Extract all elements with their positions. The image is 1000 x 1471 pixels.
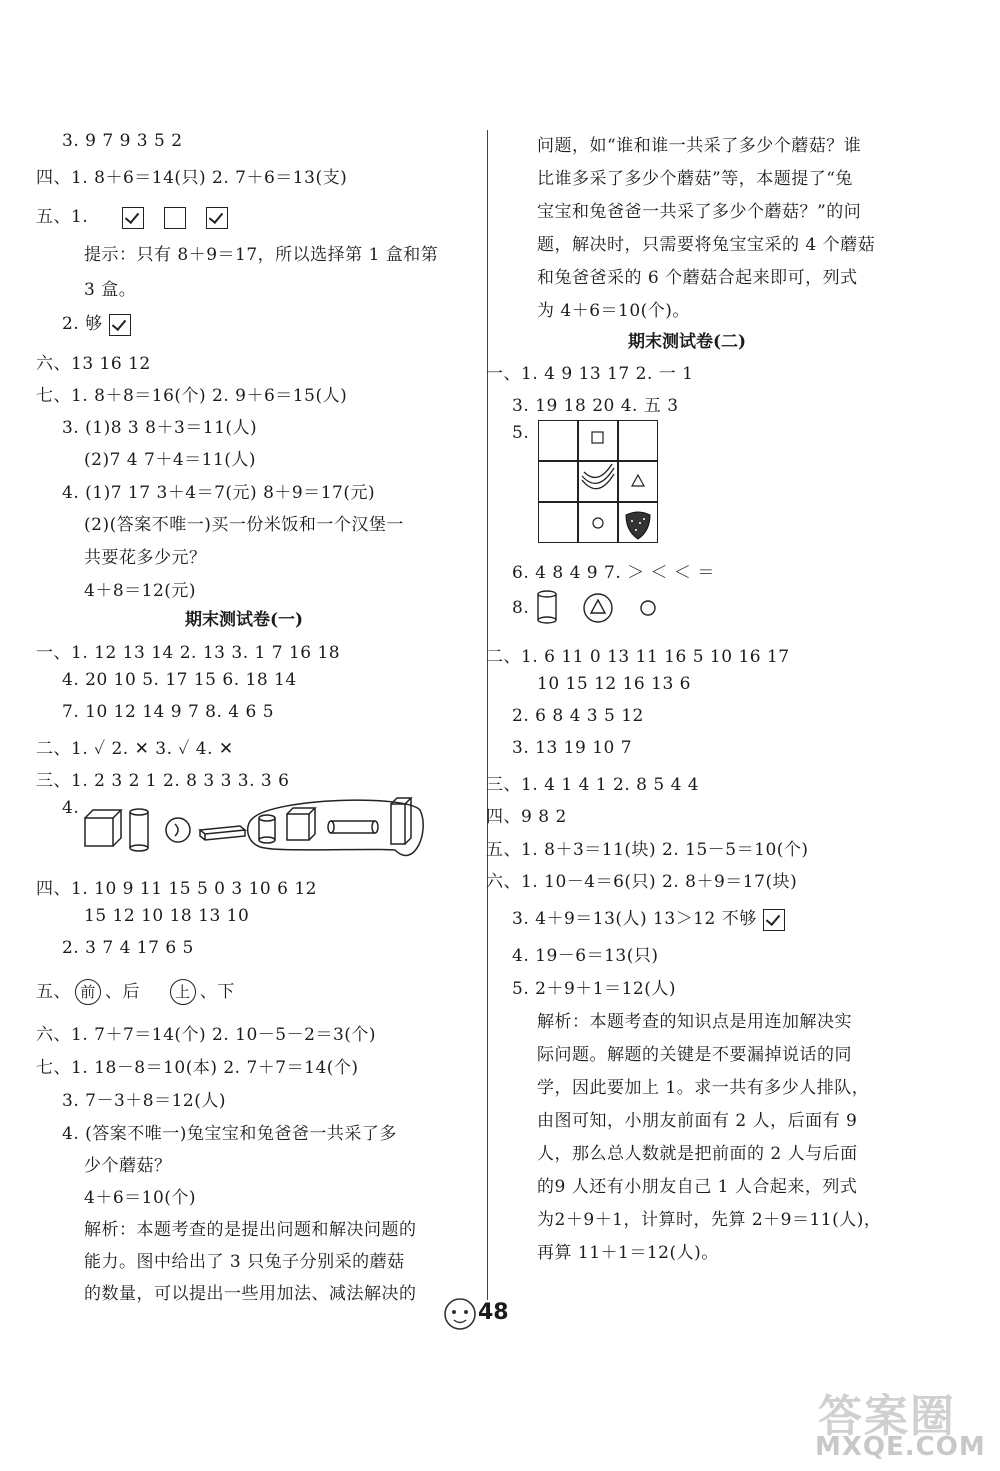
analysis-line: 和兔爸爸采的 6 个蘑菇合起来即可，列式 <box>537 268 858 288</box>
line: 5. <box>512 423 530 443</box>
line: 三、1. 2 3 2 1 2. 8 3 3 3. 3 6 <box>36 771 290 791</box>
check-box-checked <box>109 314 131 336</box>
analysis-line: 问题，如“谁和谁一共采了多少个蘑菇？谁 <box>537 136 862 156</box>
analysis-line: 能力。图中给出了 3 只兔子分别采的蘑菇 <box>84 1252 405 1272</box>
analysis-line: 为2＋9＋1，计算时，先算 2＋9＝11(人)， <box>537 1210 882 1230</box>
analysis-line: 际问题。解题的关键是不要漏掉说话的同 <box>537 1045 852 1065</box>
line: 二、1. ✓ 2. ✕ 3. ✓ 4. ✕ <box>36 739 234 759</box>
line: 10 15 12 16 13 6 <box>537 674 691 694</box>
line: 一、1. 12 13 14 2. 13 3. 1 7 16 18 <box>36 643 341 663</box>
check-box-checked <box>122 207 144 229</box>
mascot-icon <box>440 1294 480 1336</box>
check-box-empty <box>164 207 186 229</box>
line: 六、13 16 12 <box>36 354 151 374</box>
line: 5. 2＋9＋1＝12(人) <box>512 979 676 999</box>
option-text: 、后 <box>105 982 140 1002</box>
analysis-line: 宝宝和兔爸爸一共采了多少个蘑菇？”的问 <box>537 202 862 222</box>
line <box>512 598 529 618</box>
line: 4. 19－6＝13(只) <box>512 946 659 966</box>
triangle-icon <box>632 475 644 486</box>
line <box>36 977 235 1005</box>
line: 四、9 8 2 <box>486 807 567 827</box>
line: 4＋8＝12(元) <box>84 581 197 601</box>
solid-shapes-figure <box>75 790 430 870</box>
line: (2)7 4 7＋4＝11(人) <box>84 450 257 470</box>
line: 4. 20 10 5. 17 15 6. 18 14 <box>62 670 297 690</box>
line-label: 五、 <box>36 982 71 1002</box>
line: 3. 13 19 10 7 <box>512 738 633 758</box>
circle-icon <box>593 518 603 528</box>
line: 4. <box>62 798 80 818</box>
line: 2. 6 8 4 3 5 12 <box>512 706 644 726</box>
line: 一、1. 4 9 13 17 2. 一 1 <box>486 364 694 384</box>
line-label: 8. <box>512 598 530 618</box>
line: 共要花多少元？ <box>84 548 207 568</box>
line: 7. 10 12 14 9 7 8. 4 6 5 <box>62 702 275 722</box>
line: 七、1. 18－8＝10(本) 2. 7＋7＝14(个) <box>36 1058 359 1078</box>
line: 3. (1)8 3 8＋3＝11(人) <box>62 418 258 438</box>
page-number: 48 <box>478 1300 509 1325</box>
line: 15 12 10 18 13 10 <box>84 906 250 926</box>
shape-choices <box>535 588 665 628</box>
line-label: 2. 够 <box>62 314 103 334</box>
analysis-line: 的9 人还有小朋友自己 1 人合起来，列式 <box>537 1177 858 1197</box>
check-box-checked <box>206 207 228 229</box>
analysis-line: 再算 11＋1＝12(人)。 <box>537 1243 719 1263</box>
line: 4. (答案不唯一)兔宝宝和兔爸爸一共采了多 <box>62 1124 397 1144</box>
line: 二、1. 6 11 0 13 11 16 5 10 16 17 <box>486 647 790 667</box>
circled-answer: 前 <box>75 979 101 1005</box>
analysis-line: 解析：本题考查的是提出问题和解决问题的 <box>84 1220 417 1240</box>
line: 三、1. 4 1 4 1 2. 8 5 4 4 <box>486 775 700 795</box>
circled-answer: 上 <box>170 979 196 1005</box>
line: 3. 19 18 20 4. 五 3 <box>512 396 679 416</box>
line: 2. 3 7 4 17 6 5 <box>62 938 194 958</box>
analysis-line: 解析：本题考查的知识点是用连加解决实 <box>537 1012 852 1032</box>
line: 6. 4 8 4 9 7. ＞ ＜ ＜ ＝ <box>512 563 715 583</box>
analysis-line: 由图可知，小朋友前面有 2 人，后面有 9 <box>537 1111 858 1131</box>
banana-icon <box>582 464 614 489</box>
line: 少个蘑菇？ <box>84 1156 172 1176</box>
square-icon <box>592 432 603 443</box>
analysis-line: 题，解决时，只需要将兔宝宝采的 4 个蘑菇 <box>537 235 876 255</box>
analysis-line: 比谁多采了多少个蘑菇”等，本题提了“兔 <box>537 169 853 189</box>
strawberry-icon <box>626 512 650 539</box>
line <box>36 202 242 229</box>
analysis-line: 为 4＋6＝10(个)。 <box>537 301 690 321</box>
line: 五、1. 8＋3＝11(块) 2. 15－5＝10(个) <box>486 840 809 860</box>
line: 3 盒。 <box>84 280 137 300</box>
line: 四、1. 8＋6＝14(只) 2. 7＋6＝13(支) <box>36 168 348 188</box>
watermark-url: MXQE.COM <box>815 1432 986 1462</box>
option-text: 、下 <box>199 982 235 1002</box>
section-title: 期末测试卷(一) <box>185 610 304 630</box>
line-label: 五、1. <box>36 207 89 227</box>
line: 4. (1)7 17 3＋4＝7(元) 8＋9＝17(元) <box>62 483 376 503</box>
line <box>62 309 145 336</box>
line: 六、1. 10－4＝6(只) 2. 8＋9＝17(块) <box>486 872 798 892</box>
section-title: 期末测试卷(二) <box>628 332 747 352</box>
line: 四、1. 10 9 11 15 5 0 3 10 6 12 <box>36 879 317 899</box>
line-label: 3. 4＋9＝13(人) 13＞12 不够 <box>512 909 757 929</box>
line: 七、1. 8＋8＝16(个) 2. 9＋6＝15(人) <box>36 386 348 406</box>
watermark-logo: 答案圈 <box>818 1391 956 1442</box>
line: 3. 9 7 9 3 5 2 <box>62 131 183 151</box>
line: 六、1. 7＋7＝14(个) 2. 10－5－2＝3(个) <box>36 1025 377 1045</box>
line: 3. 7－3＋8＝12(人) <box>62 1091 226 1111</box>
line <box>512 904 799 931</box>
position-grid <box>538 420 658 543</box>
hint-line: 提示：只有 8＋9＝17，所以选择第 1 盒和第 <box>84 245 439 265</box>
analysis-line: 的数量，可以提出一些用加法、减法解决的 <box>84 1284 417 1304</box>
analysis-line: 人，那么总人数就是把前面的 2 人与后面 <box>537 1144 858 1164</box>
column-divider <box>487 130 488 1300</box>
analysis-line: 学，因此要加上 1。求一共有多少人排队， <box>537 1078 870 1098</box>
line: (2)(答案不唯一)买一份米饭和一个汉堡一 <box>84 515 404 535</box>
line: 4＋6＝10(个) <box>84 1188 197 1208</box>
check-box-checked <box>763 909 785 931</box>
